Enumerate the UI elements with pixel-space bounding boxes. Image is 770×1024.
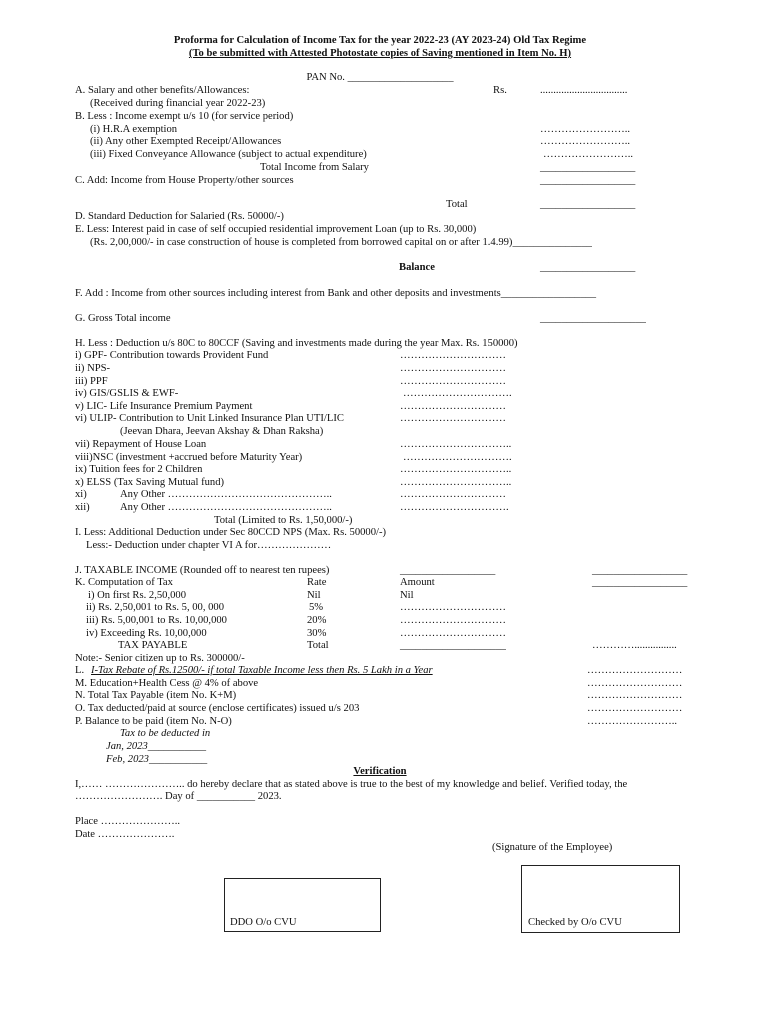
item-o-blank[interactable]: ……………………… bbox=[587, 703, 683, 714]
item-o-label: O. Tax deducted/paid at source (enclose certificates) issued u/s 203 bbox=[75, 703, 360, 714]
checked-box-label: Checked by O/o CVU bbox=[528, 917, 622, 928]
h-item-ulip: vi) ULIP- Contribution to Unit Linked Insurance Plan UTI/LIC bbox=[75, 413, 344, 424]
verification-line-2: ……………………. Day of ___________ 2023. bbox=[75, 791, 282, 802]
slab-row-3-rate: 20% bbox=[307, 615, 327, 626]
h-item-xii-blank[interactable]: …………………………. bbox=[400, 502, 509, 513]
h-item-gpf: i) GPF- Contribution towards Provident Fund bbox=[75, 350, 269, 361]
h-item-xii: Any Other ……………………………………….. bbox=[120, 502, 332, 513]
h-item-gis: iv) GIS/GSLIS & EWF- bbox=[75, 388, 179, 399]
slab-row-1-rate: Nil bbox=[307, 590, 321, 601]
item-b-iii-blank[interactable]: …………………….. bbox=[543, 149, 634, 160]
item-b-i: (i) H.R.A exemption bbox=[90, 124, 178, 135]
item-k-blank-right[interactable]: __________________ bbox=[592, 577, 688, 588]
item-e-sub: (Rs. 2,00,000/- in case construction of house is completed from borrowed capital on or after 1.4.99)_______________ bbox=[90, 237, 592, 248]
tax-total-label: Total bbox=[307, 640, 329, 651]
h-item-ulip-blank[interactable]: ………………………… bbox=[400, 413, 506, 424]
item-d-label: D. Standard Deduction for Salaried (Rs. 50000/-) bbox=[75, 211, 284, 222]
item-b-label: B. Less : Income exempt u/s 10 (for service period) bbox=[75, 111, 294, 122]
amount-header: Amount bbox=[400, 577, 435, 588]
h-item-nsc: viii)NSC (investment +accrued before Maturity Year) bbox=[75, 452, 303, 463]
slab-row-2-rate: 5% bbox=[309, 602, 324, 613]
place-field[interactable]: Place ………………….. bbox=[75, 816, 181, 827]
h-item-xi-num: xi) bbox=[75, 489, 87, 500]
tax-total-blank[interactable]: ____________________ bbox=[400, 640, 506, 651]
item-l-num: L. bbox=[75, 665, 85, 676]
h-item-tuition: ix) Tuition fees for 2 Children bbox=[75, 464, 203, 475]
slab-row-3: iii) Rs. 5,00,001 to Rs. 10,00,000 bbox=[86, 615, 227, 626]
form-subtitle: (To be submitted with Attested Photostate copies of Saving mentioned in Item No. H) bbox=[188, 48, 572, 59]
item-f-label: F. Add : Income from other sources including interest from Bank and other deposits and investments__________________ bbox=[75, 288, 597, 299]
item-c-blank[interactable]: __________________ bbox=[540, 175, 636, 186]
verification-line-1: I,…… ………………….. do hereby declare that as stated above is true to the best of my knowledge and belief. Verified today, the bbox=[75, 779, 628, 790]
total-income-salary-blank[interactable]: __________________ bbox=[540, 162, 636, 173]
form-title: Proforma for Calculation of Income Tax for the year 2022-23 (AY 2023-24) Old Tax Regime bbox=[173, 35, 587, 46]
h-item-gpf-blank[interactable]: ………………………… bbox=[400, 350, 506, 361]
item-b-iii: (iii) Fixed Conveyance Allowance (subject to actual expenditure) bbox=[90, 149, 367, 160]
h-item-house-loan-blank[interactable]: ………………………….. bbox=[400, 439, 512, 450]
h-item-xi-blank[interactable]: ………………………… bbox=[400, 489, 506, 500]
h-item-ulip-sub: (Jeevan Dhara, Jeevan Akshay & Dhan Raksha) bbox=[120, 426, 324, 437]
item-b-i-blank[interactable]: …………………….. bbox=[540, 124, 631, 135]
item-e-label: E. Less: Interest paid in case of self occupied residential improvement Loan (up to Rs. 30,000) bbox=[75, 224, 477, 235]
item-l-blank[interactable]: ……………………… bbox=[587, 665, 683, 676]
balance-blank[interactable]: __________________ bbox=[540, 262, 636, 273]
slab-row-1: i) On first Rs. 2,50,000 bbox=[88, 590, 186, 601]
item-k-label: K. Computation of Tax bbox=[75, 577, 173, 588]
tax-payable-label: TAX PAYABLE bbox=[118, 640, 188, 651]
item-p-label: P. Balance to be paid (item No. N-O) bbox=[75, 716, 232, 727]
slab-row-2-amount[interactable]: ………………………… bbox=[400, 602, 506, 613]
h-item-lic-blank[interactable]: ………………………… bbox=[400, 401, 506, 412]
slab-row-4-rate: 30% bbox=[307, 628, 327, 639]
item-n-blank[interactable]: ……………………… bbox=[587, 690, 683, 701]
slab-row-4: iv) Exceeding Rs. 10,00,000 bbox=[86, 628, 207, 639]
jan-2023-field[interactable]: Jan, 2023___________ bbox=[106, 741, 207, 752]
item-m-label: M. Education+Health Cess @ 4% of above bbox=[75, 678, 259, 689]
verification-heading: Verification bbox=[353, 766, 407, 777]
pan-field[interactable]: PAN No. ____________________ bbox=[306, 72, 454, 83]
h-item-elss: x) ELSS (Tax Saving Mutual fund) bbox=[75, 477, 225, 488]
total-income-salary-label: Total Income from Salary bbox=[260, 162, 369, 173]
balance-label: Balance bbox=[399, 262, 435, 273]
h-total-label: Total (Limited to Rs. 1,50,000/-) bbox=[214, 515, 353, 526]
item-a-blank[interactable]: ................................. bbox=[540, 85, 628, 96]
item-i-label: I. Less: Additional Deduction under Sec 80CCD NPS (Max. Rs. 50000/-) bbox=[75, 527, 387, 538]
tax-deducted-in-label: Tax to be deducted in bbox=[120, 728, 211, 739]
feb-2023-field[interactable]: Feb, 2023___________ bbox=[106, 754, 208, 765]
item-a-rs: Rs. bbox=[493, 85, 507, 96]
item-j-blank-right[interactable]: __________________ bbox=[592, 565, 688, 576]
item-j-label: J. TAXABLE INCOME (Rounded off to nearest ten rupees) bbox=[75, 565, 330, 576]
total-blank[interactable]: __________________ bbox=[540, 199, 636, 210]
h-item-house-loan: vii) Repayment of House Loan bbox=[75, 439, 207, 450]
slab-row-3-amount[interactable]: ………………………… bbox=[400, 615, 506, 626]
item-a-sub: (Received during financial year 2022-23) bbox=[90, 98, 266, 109]
h-item-ppf-blank[interactable]: ………………………… bbox=[400, 376, 506, 387]
item-l-rebate: I-Tax Rebate of Rs.12500/- if total Taxable Income less then Rs. 5 Lakh in a Year bbox=[91, 665, 433, 676]
h-item-elss-blank[interactable]: ………………………….. bbox=[400, 477, 512, 488]
senior-citizen-note: Note:- Senior citizen up to Rs. 300000/- bbox=[75, 653, 245, 664]
slab-row-4-amount[interactable]: ………………………… bbox=[400, 628, 506, 639]
item-g-label: G. Gross Total income bbox=[75, 313, 171, 324]
tax-payable-blank[interactable]: …………................ bbox=[592, 640, 677, 651]
item-m-blank[interactable]: ……………………… bbox=[587, 678, 683, 689]
item-b-ii: (ii) Any other Exempted Receipt/Allowances bbox=[90, 136, 282, 147]
item-i-sub: Less:- Deduction under chapter VI A for………………… bbox=[86, 540, 332, 551]
h-item-nps-blank[interactable]: ………………………… bbox=[400, 363, 506, 374]
h-item-nps: ii) NPS- bbox=[75, 363, 111, 374]
item-g-blank[interactable]: ____________________ bbox=[540, 313, 646, 324]
h-item-gis-blank[interactable]: …………………………. bbox=[403, 388, 512, 399]
item-h-label: H. Less : Deduction u/s 80C to 80CCF (Saving and investments made during the year Max. Rs. 150000) bbox=[75, 338, 518, 349]
date-field[interactable]: Date …………………. bbox=[75, 829, 175, 840]
h-item-lic: v) LIC- Life Insurance Premium Payment bbox=[75, 401, 253, 412]
h-item-ppf: iii) PPF bbox=[75, 376, 108, 387]
h-item-tuition-blank[interactable]: ………………………….. bbox=[400, 464, 512, 475]
slab-row-2: ii) Rs. 2,50,001 to Rs. 5, 00, 000 bbox=[86, 602, 225, 613]
item-a-label: A. Salary and other benefits/Allowances: bbox=[75, 85, 250, 96]
employee-signature-label: (Signature of the Employee) bbox=[492, 842, 613, 853]
h-item-xi: Any Other ……………………………………….. bbox=[120, 489, 332, 500]
item-j-blank[interactable]: __________________ bbox=[400, 565, 496, 576]
h-item-nsc-blank[interactable]: …………………………. bbox=[403, 452, 512, 463]
rate-header: Rate bbox=[307, 577, 327, 588]
total-label: Total bbox=[446, 199, 468, 210]
item-n-label: N. Total Tax Payable (item No. K+M) bbox=[75, 690, 237, 701]
item-b-ii-blank[interactable]: …………………….. bbox=[540, 136, 631, 147]
item-p-blank[interactable]: …………………….. bbox=[587, 716, 678, 727]
ddo-box-label: DDO O/o CVU bbox=[230, 917, 297, 928]
h-item-xii-num: xii) bbox=[75, 502, 90, 513]
slab-row-1-amount: Nil bbox=[400, 590, 414, 601]
item-c-label: C. Add: Income from House Property/other sources bbox=[75, 175, 294, 186]
